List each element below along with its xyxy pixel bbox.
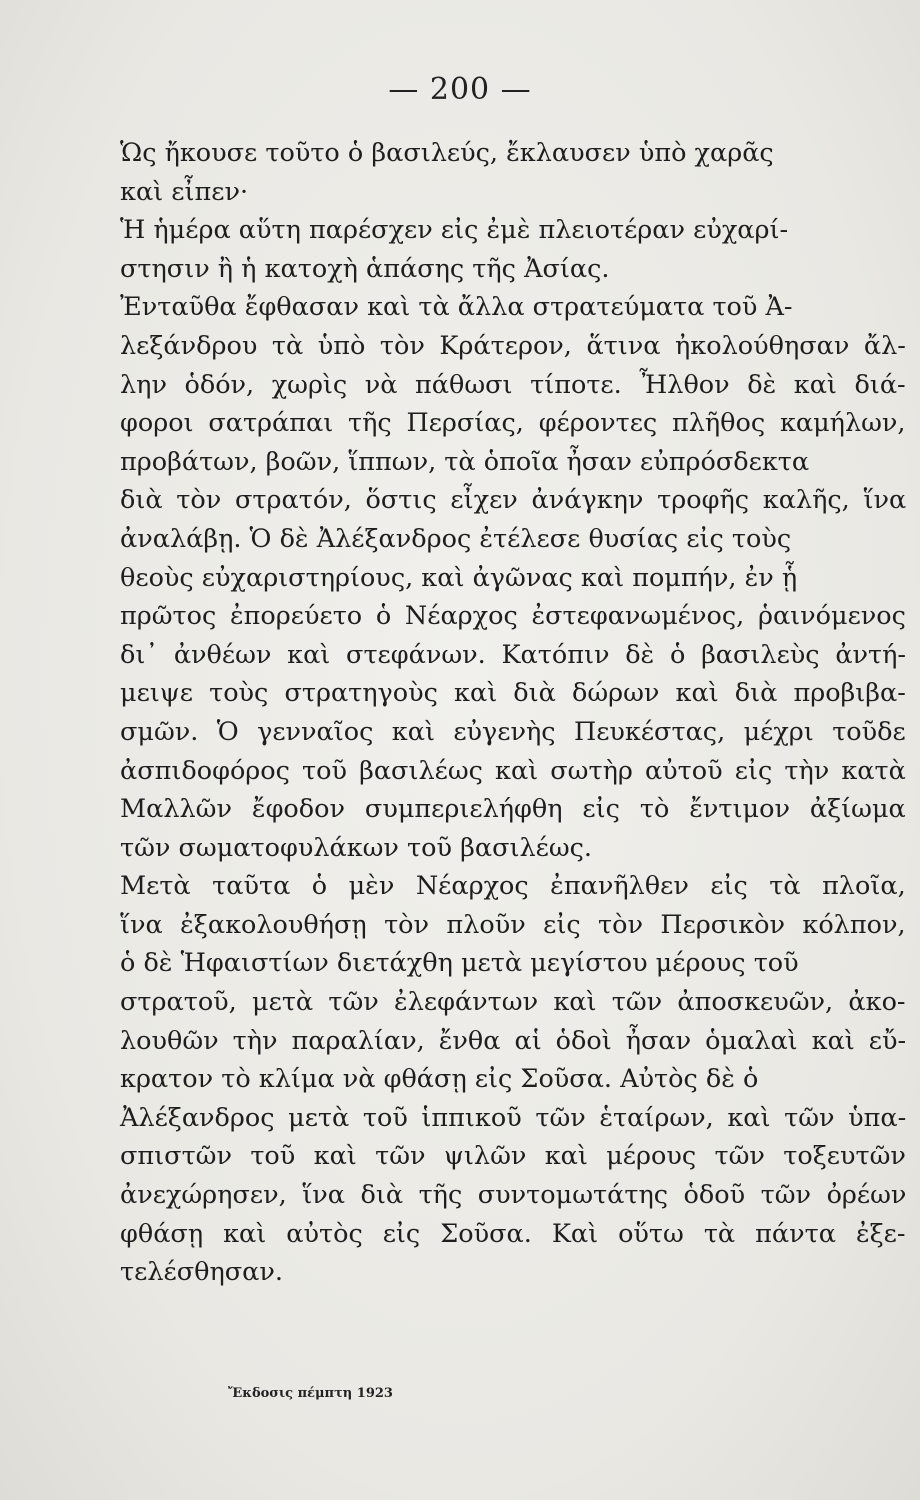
text-line: προβάτων, βοῶν, ἵππων, τὰ ὁποῖα ἦσαν εὐπρόσδεκτα: [120, 446, 810, 477]
text-line: ἵνα ἐξακολουθήσῃ τὸν πλοῦν εἰς τὸν Περσικὸν κόλπον,: [120, 909, 906, 940]
text-line: κρατον τὸ κλίμα νὰ φθάσῃ εἰς Σοῦσα. Αὐτὸς δὲ ὁ: [120, 1064, 759, 1095]
text-line: μειψε τοὺς στρατηγοὺς καὶ διὰ δώρων καὶ διὰ προβιβα-: [120, 678, 906, 709]
text-line: φθάσῃ καὶ αὐτὸς εἰς Σοῦσα. Καὶ οὕτω τὰ πάντα ἐξε-: [120, 1218, 906, 1249]
text-line: φοροι σατράπαι τῆς Περσίας, φέροντες πλῆθος καμήλων,: [120, 408, 906, 439]
text-line: καὶ εἶπεν·: [120, 176, 249, 207]
text-line: ἀσπιδοφόρος τοῦ βασιλέως καὶ σωτὴρ αὐτοῦ εἰς τὴν κατὰ: [120, 755, 906, 786]
text-line: Ἀλέξανδρος μετὰ τοῦ ἱππικοῦ τῶν ἑταίρων, καὶ τῶν ὑπα-: [120, 1102, 907, 1133]
text-line: δι᾿ ἀνθέων καὶ στεφάνων. Κατόπιν δὲ ὁ βασιλεὺς ἀντή-: [120, 639, 907, 670]
text-line: Ὡς ἤκουσε τοῦτο ὁ βασιλεύς, ἔκλαυσεν ὑπὸ χαρᾶς: [120, 138, 774, 168]
text-line: θεοὺς εὐχαριστηρίους, καὶ ἀγῶνας καὶ πομπήν, ἐν ᾗ: [120, 562, 798, 593]
text-line: πρῶτος ἐπορεύετο ὁ Νέαρχος ἐστεφανωμένος, ῥαινόμενος: [120, 601, 906, 632]
text-line: τῶν σωματοφυλάκων τοῦ βασιλέως.: [120, 832, 593, 863]
text-line: Ἡ ἡμέρα αὕτη παρέσχεν εἰς ἐμὲ πλειοτέραν εὐχαρί-: [120, 215, 789, 246]
text-line: στρατοῦ, μετὰ τῶν ἐλεφάντων καὶ τῶν ἀποσκευῶν, ἀκο-: [120, 987, 906, 1018]
text-line: σπιστῶν τοῦ καὶ τῶν ψιλῶν καὶ μέρους τῶν τοξευτῶν: [120, 1141, 906, 1172]
body-text: [120, 134, 906, 1292]
page-number: — 200 —: [388, 72, 532, 107]
text-line: ὁ δὲ Ἡφαιστίων διετάχθη μετὰ μεγίστου μέρους τοῦ: [120, 948, 799, 979]
text-line: διὰ τὸν στρατόν, ὅστις εἶχεν ἀνάγκην τροφῆς καλῆς, ἵνα: [120, 485, 907, 516]
text-line: λην ὁδόν, χωρὶς νὰ πάθωσι τίποτε. Ἦλθον δὲ καὶ διά-: [120, 369, 906, 400]
text-line: στησιν ἢ ἡ κατοχὴ ἁπάσης τῆς Ἀσίας.: [120, 253, 610, 284]
text-line: ἀνεχώρησεν, ἵνα διὰ τῆς συντομωτάτης ὁδοῦ τῶν ὀρέων: [120, 1180, 907, 1211]
text-line: ἀναλάβῃ. Ὁ δὲ Ἀλέξανδρος ἐτέλεσε θυσίας εἰς τοὺς: [120, 523, 792, 554]
text-line: Μαλλῶν ἔφοδον συμπεριελήφθη εἰς τὸ ἔντιμον ἀξίωμα: [120, 794, 906, 825]
text-line: λεξάνδρου τὰ ὑπὸ τὸν Κράτερον, ἅτινα ἠκολούθησαν ἄλ-: [120, 330, 906, 361]
text-line: τελέσθησαν.: [120, 1257, 283, 1288]
text-line: λουθῶν τὴν παραλίαν, ἔνθα αἱ ὁδοὶ ἦσαν ὁμαλαὶ καὶ εὔ-: [120, 1025, 907, 1056]
text-line: σμῶν. Ὁ γενναῖος καὶ εὐγενὴς Πευκέστας, μέχρι τοῦδε: [120, 716, 906, 747]
edition-imprint: Ἔκδοσις πέμπτη 1923: [228, 1386, 393, 1401]
text-line: Ἐνταῦθα ἔφθασαν καὶ τὰ ἄλλα στρατεύματα τοῦ Ἀ-: [120, 292, 793, 323]
text-line: Μετὰ ταῦτα ὁ μὲν Νέαρχος ἐπανῆλθεν εἰς τὰ πλοῖα,: [120, 871, 906, 902]
